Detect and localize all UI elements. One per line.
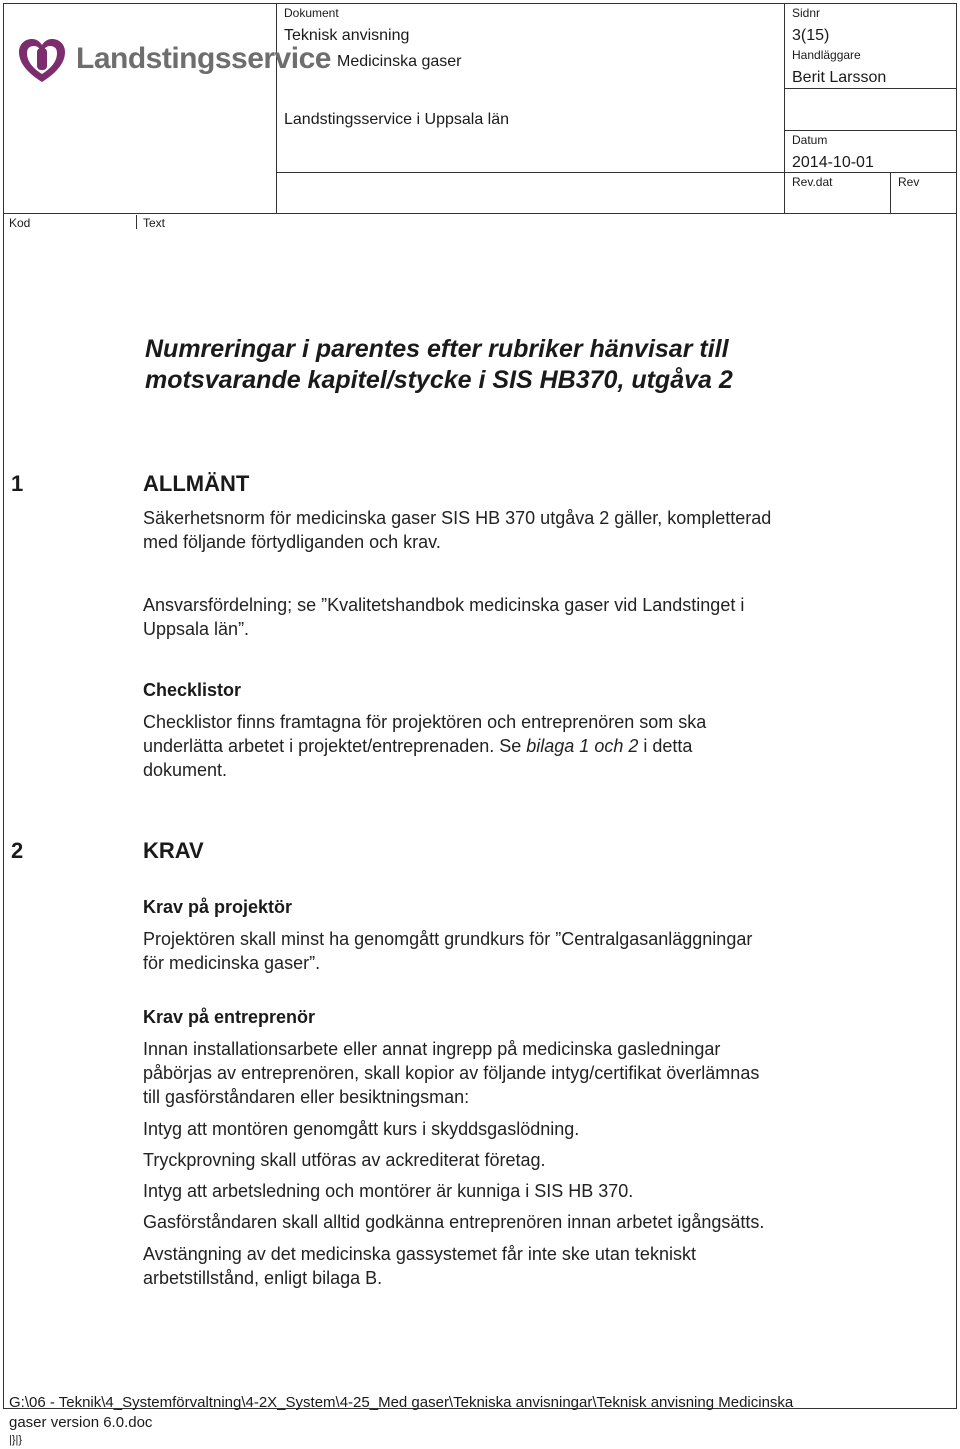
footer-path-line2: gaser version 6.0.doc	[9, 1414, 153, 1431]
section1-p2-line1: Ansvarsfördelning; se ”Kvalitetshandbok medicinska gaser vid Landstinget i	[143, 595, 745, 615]
handlaggare-label: Handläggare	[792, 48, 861, 62]
bilaga-reference: bilaga 1 och 2	[526, 736, 639, 756]
section1-p3-line1: Checklistor finns framtagna för projektören och entreprenören som ska	[143, 712, 707, 732]
requirement-item-5	[143, 1242, 883, 1290]
logo-wordmark: Landstingsservice	[76, 42, 331, 75]
revdat-label: Rev.dat	[792, 175, 833, 189]
section1-p3-line2-part-b: i detta	[638, 736, 693, 756]
projektor-heading: Krav på projektör	[143, 897, 293, 917]
datum-value: 2014-10-01	[792, 154, 874, 171]
logo-heart-icon	[16, 36, 68, 86]
text-label: Text	[143, 216, 166, 230]
document-title-line1: Teknisk anvisning	[284, 27, 410, 44]
requirement-item-3: Intyg att arbetsledning och montörer är kunniga i SIS HB 370.	[143, 1181, 634, 1201]
section1-paragraph2	[143, 593, 883, 641]
organization-name: Landstingsservice i Uppsala län	[284, 111, 510, 128]
header-line-revdat	[276, 172, 957, 173]
requirement-item-1: Intyg att montören genomgått kurs i skyddsgaslödning.	[143, 1119, 580, 1139]
entreprenor-heading: Krav på entreprenör	[143, 1007, 316, 1027]
header-bottom-line	[3, 213, 957, 214]
numbering-note	[145, 334, 905, 396]
kod-text-divider	[136, 215, 137, 229]
sidnr-label: Sidnr	[792, 6, 821, 20]
requirement-item-4: Gasförståndaren skall alltid godkänna entreprenören innan arbetet igångsätts.	[143, 1212, 765, 1232]
section1-title: ALLMÄNT	[143, 471, 250, 496]
dokument-label: Dokument	[284, 6, 339, 20]
footer-code: |}|}	[9, 1434, 23, 1446]
requirement-item-5-line1: Avstängning av det medicinska gassystemet får inte ske utan tekniskt	[143, 1244, 696, 1264]
section1-p1-line2: med följande förtydliganden och krav.	[143, 532, 441, 552]
footer-path-line1: G:\06 - Teknik\4_Systemförvaltning\4-2X_System\4-25_Med gaser\Tekniska anvisningar\Teknisk anvisning Medicinska	[9, 1394, 794, 1411]
header-line-sidnr	[784, 88, 957, 89]
kod-label: Kod	[9, 216, 31, 230]
section1-paragraph1	[143, 506, 883, 554]
note-line1: Numreringar i parentes efter rubriker hänvisar till	[145, 335, 729, 363]
datum-label: Datum	[792, 133, 828, 147]
header-divider-right	[784, 3, 785, 213]
document-title-line2: Medicinska gaser	[337, 53, 462, 70]
header-divider-left	[276, 3, 277, 213]
section1-p2-line2: Uppsala län”.	[143, 619, 250, 639]
requirement-item-5-line2: arbetstillstånd, enligt bilaga B.	[143, 1268, 383, 1288]
section1-p3-line2	[143, 734, 883, 758]
section1-number: 1	[11, 471, 24, 496]
projektor-paragraph	[143, 927, 883, 975]
section1-p1-line1: Säkerhetsnorm för medicinska gaser SIS HB 370 utgåva 2 gäller, kompletterad	[143, 508, 772, 528]
entreprenor-line1: Innan installationsarbete eller annat ingrepp på medicinska gasledningar	[143, 1039, 721, 1059]
note-line2: motsvarande kapitel/stycke i SIS HB370, utgåva 2	[145, 366, 733, 394]
sidnr-value: 3(15)	[792, 27, 830, 44]
section1-p3-line3: dokument.	[143, 760, 228, 780]
entreprenor-line3: till gasförståndaren eller besiktningsman:	[143, 1087, 470, 1107]
checklistor-heading: Checklistor	[143, 680, 242, 700]
handlaggare-value: Berit Larsson	[792, 69, 887, 86]
section1-paragraph3	[143, 710, 883, 782]
projektor-line1: Projektören skall minst ha genomgått grundkurs för ”Centralgasanläggningar	[143, 929, 753, 949]
requirement-item-2: Tryckprovning skall utföras av ackrediterat företag.	[143, 1150, 546, 1170]
entreprenor-line2: påbörjas av entreprenören, skall kopior av följande intyg/certifikat överlämnas	[143, 1063, 760, 1083]
section2-title: KRAV	[143, 838, 204, 863]
section1-p3-line2-part-a: underlätta arbetet i projektet/entreprenaden. Se	[143, 736, 527, 756]
landstingsservice-logo	[16, 36, 331, 86]
entreprenor-paragraph	[143, 1037, 883, 1109]
section2-number: 2	[11, 838, 24, 863]
footer-file-path	[9, 1393, 949, 1447]
rev-label: Rev	[898, 175, 920, 189]
projektor-line2: för medicinska gaser”.	[143, 953, 321, 973]
header-divider-rev	[890, 172, 891, 213]
header-line-datum	[784, 130, 957, 131]
